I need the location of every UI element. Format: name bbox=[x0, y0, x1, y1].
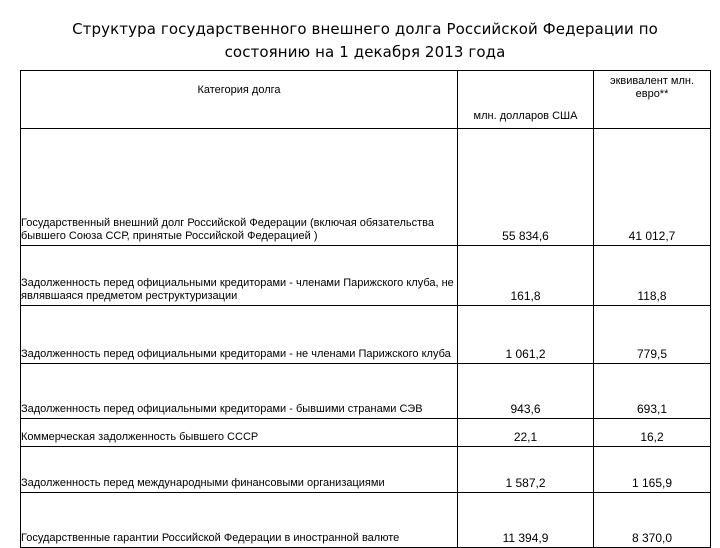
row-usd: 11 394,9 bbox=[458, 493, 594, 548]
row-eur: 16,2 bbox=[594, 419, 711, 447]
table-row bbox=[21, 447, 711, 493]
table-row bbox=[21, 493, 711, 548]
header-usd: млн. долларов США bbox=[458, 71, 594, 129]
row-category: Задолженность перед официальными кредиторами - не членами Парижского клуба bbox=[21, 306, 458, 364]
row-usd: 943,6 bbox=[458, 364, 594, 419]
row-category: Задолженность перед официальными кредиторами - бывшими странами СЭВ bbox=[21, 364, 458, 419]
table-row bbox=[21, 419, 711, 447]
row-category: Коммерческая задолженность бывшего СССР bbox=[21, 419, 458, 447]
row-usd: 161,8 bbox=[458, 246, 594, 306]
row-eur: 779,5 bbox=[594, 306, 711, 364]
row-category: Задолженность перед официальными кредиторами - членами Парижского клуба, не являвшаяся предметом реструктуризации bbox=[21, 246, 458, 306]
page-title: Структура государственного внешнего долга Российской Федерации по состоянию на 1 декабря 2013 года bbox=[72, 20, 658, 61]
row-category: Государственные гарантии Российской Федерации в иностранной валюте bbox=[21, 493, 458, 548]
header-eur: эквивалент млн. евро** bbox=[594, 71, 711, 129]
table-row bbox=[21, 306, 711, 364]
table-row bbox=[21, 246, 711, 306]
row-usd: 1 587,2 bbox=[458, 447, 594, 493]
row-usd: 22,1 bbox=[458, 419, 594, 447]
table-header-row bbox=[21, 71, 711, 129]
row-usd: 55 834,6 bbox=[458, 129, 594, 246]
row-category: Задолженность перед международными финансовыми организациями bbox=[21, 447, 458, 493]
row-eur: 693,1 bbox=[594, 364, 711, 419]
table-row bbox=[21, 129, 711, 246]
row-eur: 8 370,0 bbox=[594, 493, 711, 548]
row-eur: 41 012,7 bbox=[594, 129, 711, 246]
row-eur: 1 165,9 bbox=[594, 447, 711, 493]
row-eur: 118,8 bbox=[594, 246, 711, 306]
header-category: Категория долга bbox=[21, 71, 458, 129]
debt-structure-table bbox=[20, 70, 711, 548]
row-category: Государственный внешний долг Российской Федерации (включая обязательства бывшего Союза ССР, принятые Российской Федерацией ) bbox=[21, 129, 458, 246]
table-row bbox=[21, 364, 711, 419]
row-usd: 1 061,2 bbox=[458, 306, 594, 364]
